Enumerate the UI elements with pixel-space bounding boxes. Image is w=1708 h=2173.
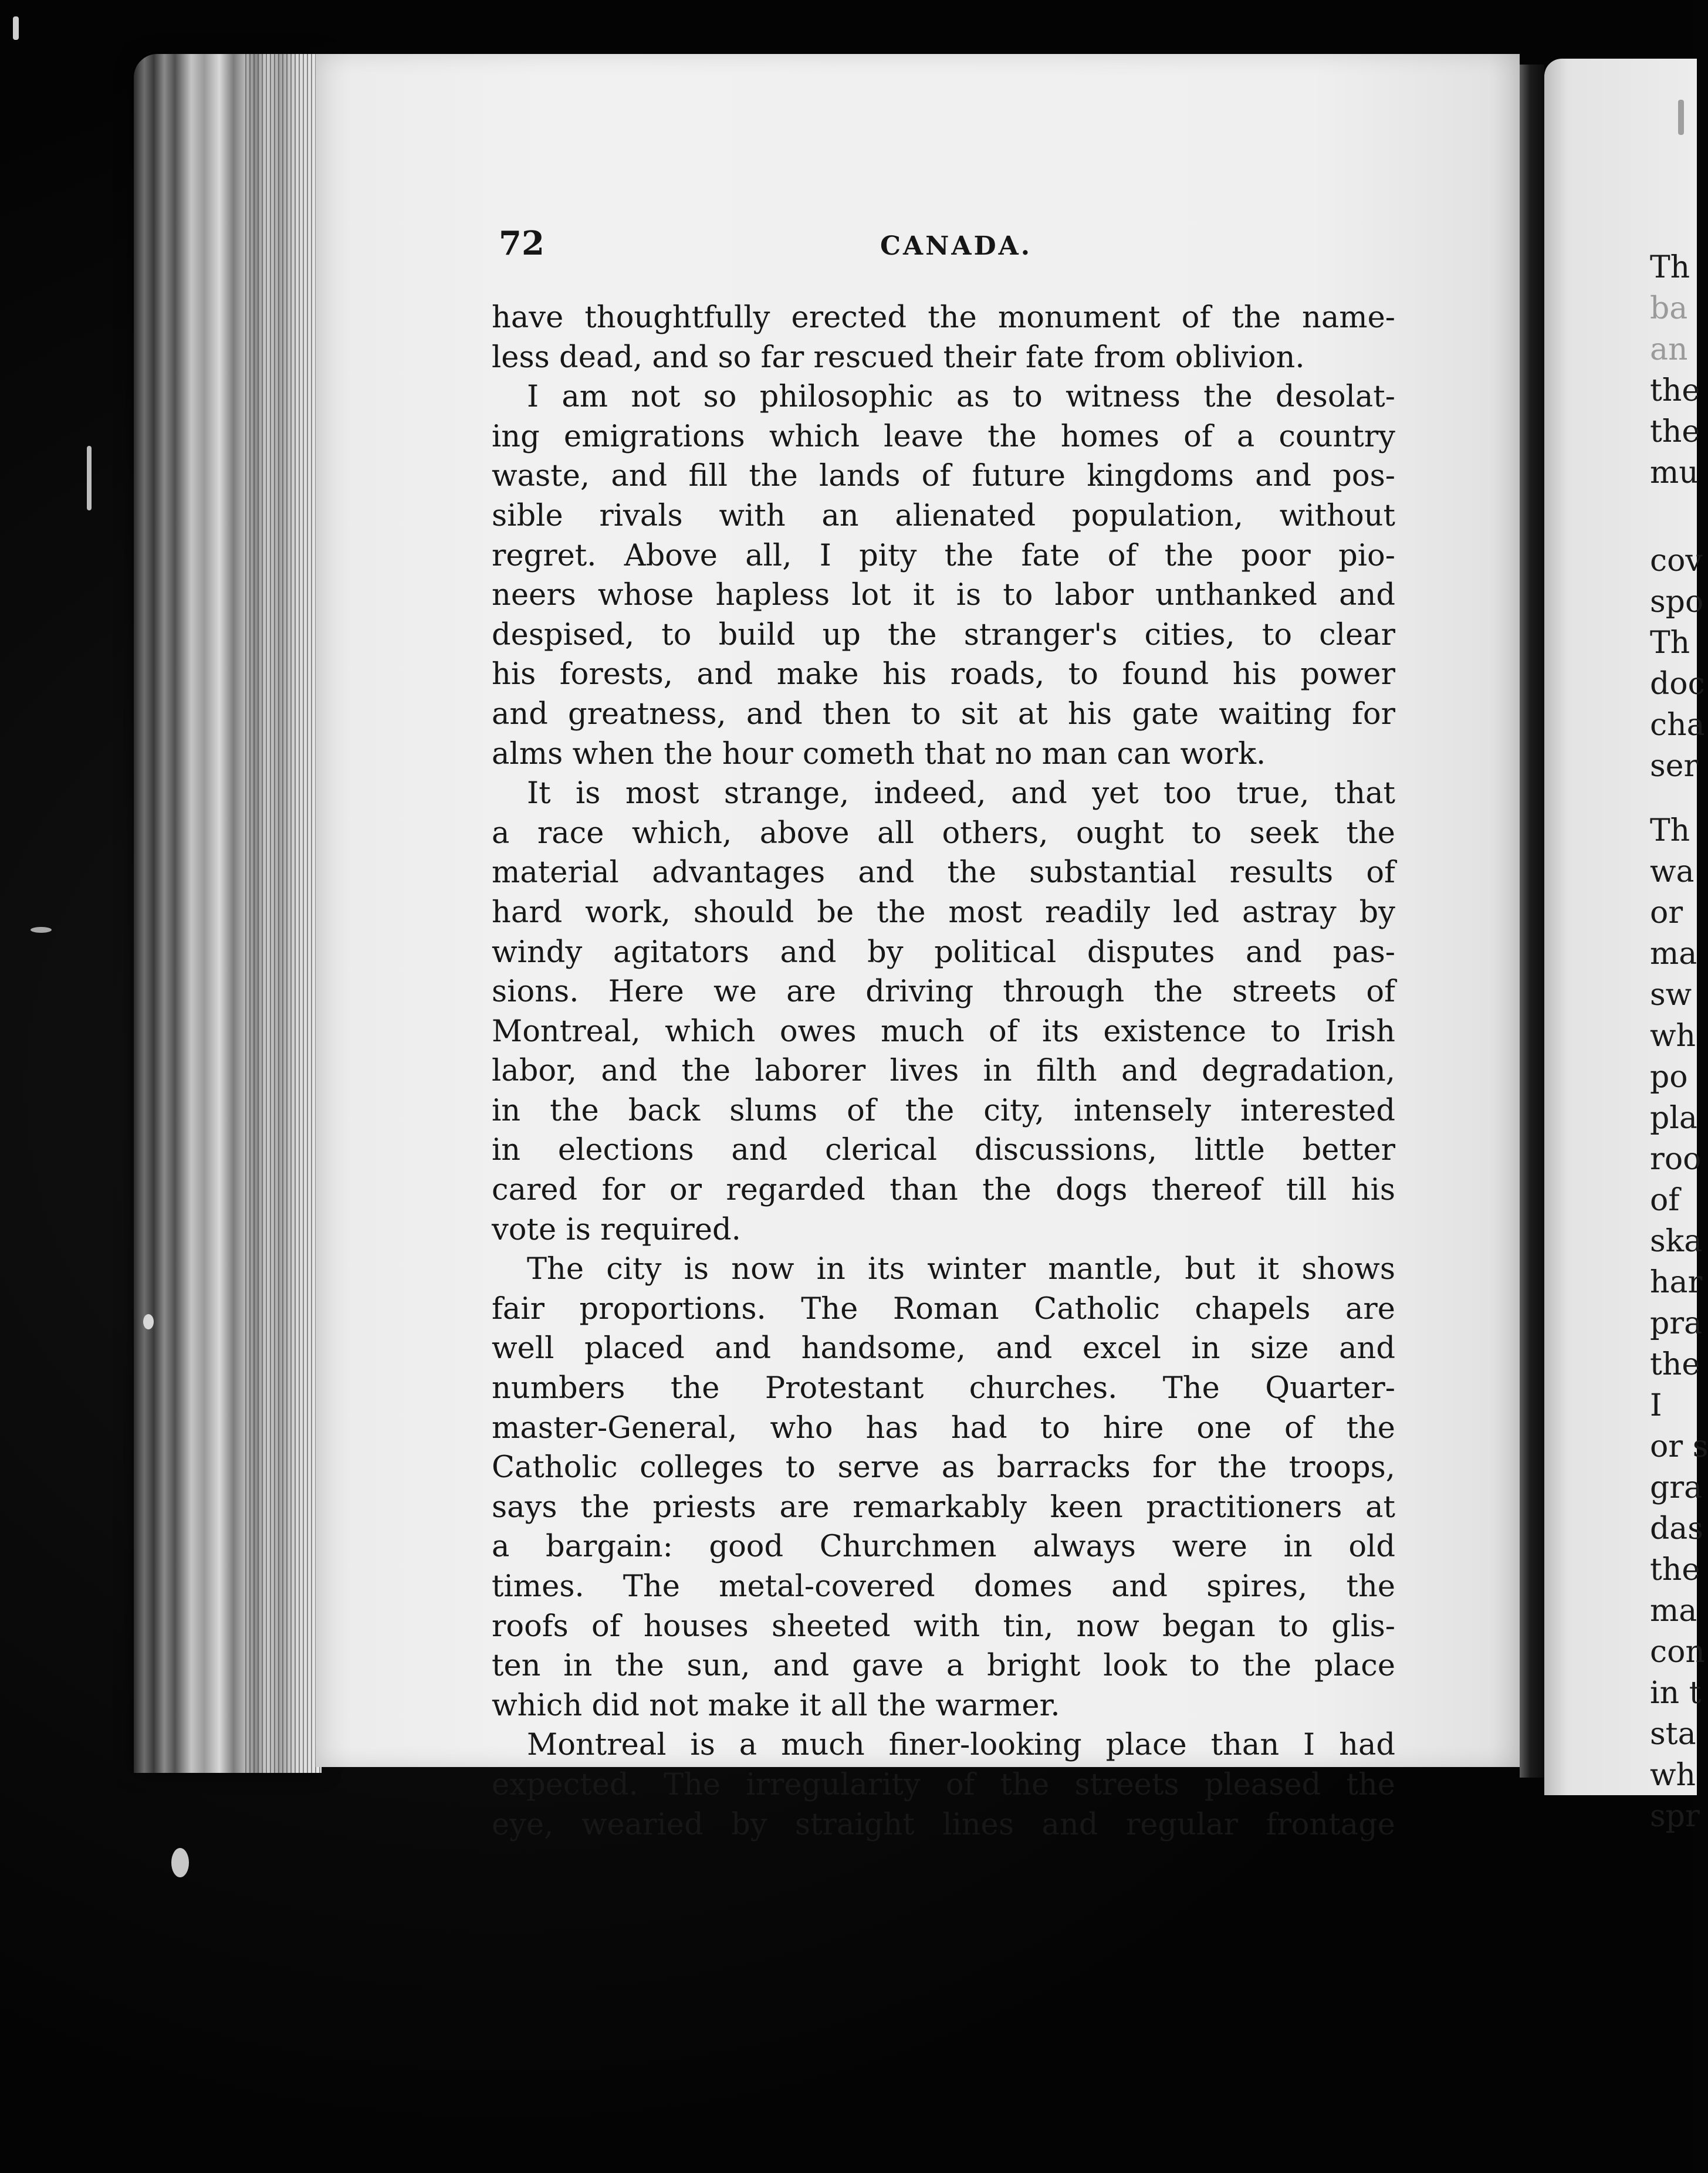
adjacent-page-fragment: cov [1650, 543, 1703, 578]
adjacent-page-fragment: the [1650, 1347, 1700, 1382]
adjacent-page-fragment: con [1650, 1634, 1705, 1670]
adjacent-page-fragment: wh [1650, 1018, 1696, 1054]
text-line: waste, and fill the lands of future kingdoms and pos- [492, 459, 1395, 494]
adjacent-page-fragment: har [1650, 1265, 1703, 1300]
text-line: vote is required. [492, 1212, 741, 1247]
page-edge-stack [134, 54, 322, 1773]
text-line: master-General, who has had to hire one of the [492, 1410, 1395, 1446]
text-line: numbers the Protestant churches. The Quarter- [492, 1371, 1395, 1406]
adjacent-page-fragment: in t [1650, 1676, 1702, 1711]
text-line: which did not make it all the warmer. [492, 1688, 1060, 1723]
dust-speck [171, 1848, 189, 1877]
adjacent-page-fragment: pra [1650, 1306, 1703, 1341]
text-line: labor, and the laborer lives in filth and degradation, [492, 1054, 1395, 1089]
text-line: and greatness, and then to sit at his gate waiting for [492, 696, 1395, 732]
adjacent-page-fragment: das [1650, 1511, 1703, 1546]
text-line: windy agitators and by political disputes and pas- [492, 935, 1395, 970]
running-head [499, 224, 1379, 265]
adjacent-page-fragment: Th [1650, 250, 1690, 285]
text-line: times. The metal-covered domes and spires, the [492, 1569, 1395, 1604]
adjacent-page-fragment: ma [1650, 936, 1697, 972]
text-line: roofs of houses sheeted with tin, now began to glis- [492, 1609, 1395, 1644]
text-line: cared for or regarded than the dogs thereof till his [492, 1173, 1395, 1208]
adjacent-page-fragment: wh [1650, 1758, 1696, 1793]
adjacent-page-fragment: Th [1650, 625, 1690, 661]
adjacent-page-fragment: roo [1650, 1142, 1702, 1177]
adjacent-page-fragment: the [1650, 373, 1700, 408]
text-line: says the priests are remarkably keen practitioners at [492, 1490, 1395, 1525]
adjacent-page-fragment: I [1650, 1388, 1662, 1423]
adjacent-page-fragment: spr [1650, 1799, 1700, 1834]
paragraph-first-line: Montreal is a much finer-looking place than I had [527, 1728, 1395, 1763]
adjacent-page-fragment: sta [1650, 1717, 1696, 1752]
text-line: despised, to build up the stranger's cities, to clear [492, 617, 1395, 652]
adjacent-page-fragment: gra [1650, 1470, 1703, 1505]
text-line: his forests, and make his roads, to found his power [492, 657, 1395, 692]
adjacent-page-fragment: po [1650, 1060, 1688, 1095]
dust-speck [31, 927, 52, 933]
adjacent-page-fragment: mu [1650, 455, 1699, 490]
text-line: hard work, should be the most readily led astray by [492, 895, 1395, 930]
dust-speck [143, 1314, 154, 1329]
text-line: ing emigrations which leave the homes of a country [492, 419, 1395, 454]
adjacent-page-fragment: ser [1650, 749, 1699, 784]
adjacent-page-fragment: Th [1650, 813, 1690, 848]
text-line: fair proportions. The Roman Catholic chapels are [492, 1291, 1395, 1326]
adjacent-page-fragment: or [1650, 895, 1683, 930]
text-line: alms when the hour cometh that no man can work. [492, 736, 1266, 771]
text-line: less dead, and so far rescued their fate from oblivion. [492, 340, 1305, 375]
text-line: in elections and clerical discussions, little better [492, 1133, 1395, 1168]
body-text [492, 298, 1395, 1844]
book-gutter [1520, 65, 1544, 1778]
adjacent-page-fragment: an [1650, 332, 1688, 367]
adjacent-page-fragment: spo [1650, 584, 1704, 620]
adjacent-page [1544, 59, 1708, 1834]
page-number: 72 [499, 224, 544, 263]
text-line: sible rivals with an alienated population, without [492, 498, 1395, 533]
adjacent-page-fragment: pla [1650, 1101, 1697, 1136]
adjacent-page-fragment: doc [1650, 666, 1705, 702]
dust-speck [1678, 100, 1684, 135]
paragraph-first-line: I am not so philosophic as to witness the desolat- [527, 380, 1395, 415]
text-line: eye, wearied by straight lines and regular frontage [492, 1807, 1395, 1842]
text-line: neers whose hapless lot it is to labor unthanked and [492, 578, 1395, 613]
text-line: material advantages and the substantial results of [492, 855, 1395, 891]
text-line: Catholic colleges to serve as barracks for the troops, [492, 1450, 1395, 1485]
adjacent-page-fragment: ska [1650, 1224, 1703, 1259]
adjacent-page-fragment: the [1650, 414, 1700, 449]
adjacent-page-fragment: wa [1650, 854, 1695, 889]
text-line: Montreal, which owes much of its existence to Irish [492, 1014, 1395, 1049]
text-line: in the back slums of the city, intensely interested [492, 1093, 1395, 1128]
adjacent-page-fragment: ba [1650, 291, 1688, 326]
text-line: ten in the sun, and gave a bright look to the place [492, 1649, 1395, 1684]
adjacent-page-fragment: cha [1650, 708, 1705, 743]
text-line: regret. Above all, I pity the fate of the poor pio- [492, 538, 1395, 573]
text-line: expected. The irregularity of the streets pleased the [492, 1767, 1395, 1802]
paragraph-first-line: The city is now in its winter mantle, but it shows [527, 1252, 1395, 1287]
adjacent-page-fragment: sw [1650, 977, 1692, 1013]
text-line: well placed and handsome, and excel in size and [492, 1331, 1395, 1366]
text-line: a bargain: good Churchmen always were in old [492, 1529, 1395, 1565]
text-line: sions. Here we are driving through the streets of [492, 974, 1395, 1010]
adjacent-page-fragment: of [1650, 1183, 1680, 1218]
dust-speck [13, 16, 19, 40]
dust-speck [87, 446, 92, 510]
running-title: CANADA. [880, 231, 1033, 261]
adjacent-page-fragment: the [1650, 1552, 1700, 1588]
adjacent-page-fragment: or s [1650, 1429, 1708, 1464]
text-line: a race which, above all others, ought to seek the [492, 815, 1395, 851]
text-line: have thoughtfully erected the monument of the name- [492, 300, 1395, 335]
adjacent-page-fragment: ma [1650, 1593, 1697, 1629]
paragraph-first-line: It is most strange, indeed, and yet too true, that [527, 776, 1395, 811]
